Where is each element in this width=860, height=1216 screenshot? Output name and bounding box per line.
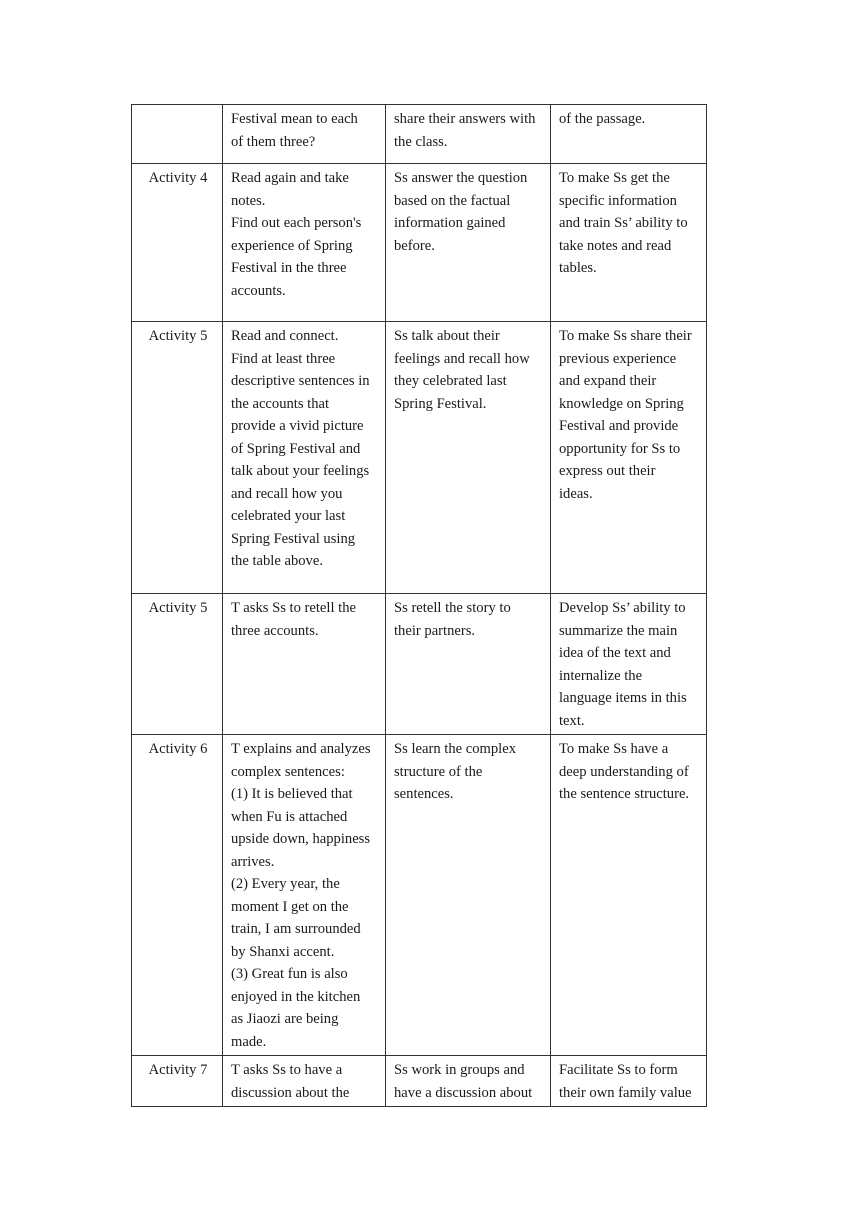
cell-text-line: the class. — [394, 133, 448, 150]
cell-text-line: the sentence structure. — [559, 786, 690, 802]
table-row — [132, 105, 707, 164]
cell-text-line: experience of Spring — [231, 237, 353, 254]
cell-text-line: Festival and provide — [559, 418, 679, 434]
purpose-cell — [551, 735, 707, 1056]
teacher-activity-cell — [223, 594, 386, 735]
cell-text-line: as Jiaozi are being — [231, 1011, 339, 1027]
cell-text-line: enjoyed in the kitchen — [231, 988, 361, 1005]
cell-text-line: previous experience — [559, 350, 677, 367]
cell-text-line: the accounts that — [231, 395, 330, 412]
cell-text-line: feelings and recall how — [394, 350, 530, 367]
cell-text-line: tables. — [559, 260, 597, 276]
cell-text-line: Spring Festival using — [231, 530, 356, 547]
purpose-cell — [551, 594, 707, 735]
cell-text-line: text. — [559, 712, 585, 729]
cell-text-line: Facilitate Ss to form — [559, 1062, 678, 1078]
activity-cell: Activity 4 — [132, 164, 223, 322]
cell-text-line: Festival mean to each — [231, 111, 358, 127]
cell-text-line: Ss work in groups and — [394, 1062, 525, 1078]
purpose-cell — [551, 322, 707, 594]
cell-text-line: and recall how you — [231, 485, 343, 502]
lesson-plan-table — [131, 104, 707, 1107]
cell-text-line: and train Ss’ ability to — [559, 215, 688, 231]
cell-text-line: T asks Ss to retell the — [231, 600, 356, 616]
table-body — [132, 105, 707, 1107]
cell-text-line: Develop Ss’ ability to — [559, 600, 686, 616]
cell-text-line: notes. — [231, 192, 266, 209]
cell-text-line: accounts. — [231, 282, 286, 299]
cell-text-line: complex sentences: — [231, 763, 345, 780]
cell-text-line: have a discussion about — [394, 1084, 533, 1101]
cell-text-line: Spring Festival. — [394, 395, 487, 412]
cell-text-line: To make Ss share their — [559, 328, 692, 344]
cell-text-line: deep understanding of — [559, 763, 689, 780]
cell-text-line: Festival in the three — [231, 260, 347, 276]
cell-text-line: the table above. — [231, 553, 323, 569]
table-row — [132, 1056, 707, 1107]
table-row — [132, 164, 707, 322]
cell-text-line: moment I get on the — [231, 898, 349, 915]
cell-text-line: opportunity for Ss to — [559, 440, 681, 457]
student-activity-cell — [386, 735, 551, 1056]
cell-text-line: Read and connect. — [231, 328, 339, 344]
cell-text-line: their own family value — [559, 1084, 692, 1101]
cell-text-line: of them three? — [231, 133, 316, 150]
cell-text-line: upside down, happiness — [231, 831, 371, 847]
cell-text-line: idea of the text and — [559, 645, 671, 661]
cell-text-line: of Spring Festival and — [231, 440, 361, 457]
cell-text-line: they celebrated last — [394, 373, 507, 389]
cell-text-line: before. — [394, 237, 435, 254]
cell-text-line: summarize the main — [559, 622, 678, 639]
cell-text-line: Ss retell the story to — [394, 600, 511, 616]
cell-text-line: discussion about the — [231, 1084, 350, 1101]
student-activity-cell — [386, 594, 551, 735]
cell-text-line: knowledge on Spring — [559, 395, 684, 412]
cell-text-line: Ss answer the question — [394, 170, 528, 186]
cell-text-line: To make Ss get the — [559, 170, 670, 186]
student-activity-cell — [386, 164, 551, 322]
cell-text-line: T asks Ss to have a — [231, 1062, 343, 1078]
cell-text-line: language items in this — [559, 690, 687, 706]
activity-cell: Activity 5 — [132, 594, 223, 735]
cell-text-line: when Fu is attached — [231, 808, 348, 825]
cell-text-line: and expand their — [559, 373, 657, 389]
cell-text-line: (1) It is believed that — [231, 786, 353, 802]
cell-text-line: information gained — [394, 215, 506, 231]
cell-text-line: (2) Every year, the — [231, 876, 340, 892]
cell-text-line: Ss learn the complex — [394, 741, 516, 757]
teacher-activity-cell — [223, 105, 386, 164]
teacher-activity-cell — [223, 1056, 386, 1107]
purpose-cell — [551, 164, 707, 322]
cell-text-line: T explains and analyzes — [231, 741, 371, 757]
cell-text-line: Find out each person's — [231, 215, 362, 231]
student-activity-cell — [386, 105, 551, 164]
cell-text-line: Find at least three — [231, 350, 336, 367]
activity-cell: Activity 6 — [132, 735, 223, 1056]
table-row — [132, 594, 707, 735]
cell-text-line: internalize the — [559, 667, 643, 684]
cell-text-line: take notes and read — [559, 237, 672, 254]
activity-cell: Activity 5 — [132, 322, 223, 594]
cell-text-line: share their answers with — [394, 111, 536, 127]
cell-text-line: talk about your feelings — [231, 463, 370, 479]
cell-text-line: their partners. — [394, 622, 476, 639]
cell-text-line: Read again and take — [231, 170, 349, 186]
student-activity-cell — [386, 322, 551, 594]
purpose-cell — [551, 1056, 707, 1107]
cell-text-line: specific information — [559, 192, 677, 209]
cell-text-line: Ss talk about their — [394, 328, 500, 344]
cell-text-line: based on the factual — [394, 192, 511, 209]
activity-cell: Activity 7 — [132, 1056, 223, 1107]
cell-text-line: ideas. — [559, 485, 593, 502]
teacher-activity-cell — [223, 164, 386, 322]
cell-text-line: by Shanxi accent. — [231, 943, 335, 960]
cell-text-line: three accounts. — [231, 622, 319, 639]
cell-text-line: made. — [231, 1033, 267, 1050]
cell-text-line: celebrated your last — [231, 508, 346, 524]
table-row — [132, 735, 707, 1056]
cell-text-line: of the passage. — [559, 111, 646, 127]
activity-cell — [132, 105, 223, 164]
teacher-activity-cell — [223, 735, 386, 1056]
cell-text-line: sentences. — [394, 786, 454, 802]
purpose-cell — [551, 105, 707, 164]
cell-text-line: structure of the — [394, 763, 483, 780]
student-activity-cell — [386, 1056, 551, 1107]
cell-text-line: provide a vivid picture — [231, 418, 364, 434]
cell-text-line: arrives. — [231, 853, 275, 870]
teacher-activity-cell — [223, 322, 386, 594]
table-row — [132, 322, 707, 594]
cell-text-line: descriptive sentences in — [231, 373, 370, 389]
cell-text-line: train, I am surrounded — [231, 921, 361, 937]
cell-text-line: express out their — [559, 463, 656, 479]
cell-text-line: (3) Great fun is also — [231, 966, 348, 982]
cell-text-line: To make Ss have a — [559, 741, 669, 757]
